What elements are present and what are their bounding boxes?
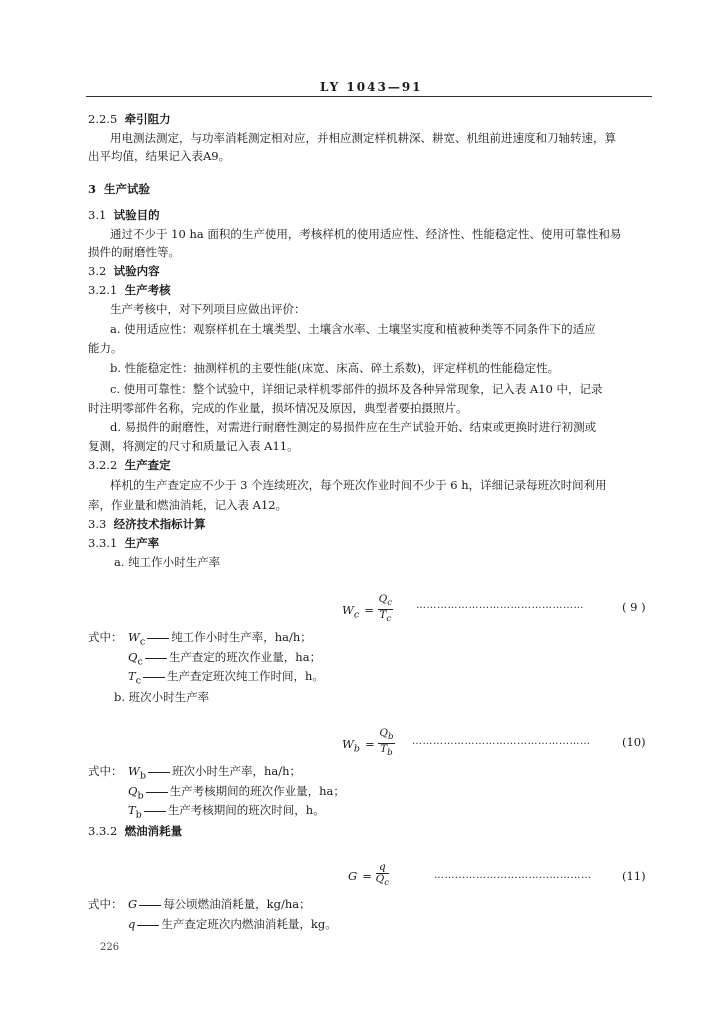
where-label: 式中： — [88, 897, 123, 911]
heading-3-2-1 — [88, 281, 171, 299]
equation-9: $W_c$ = $\frac{Q_c}{T_c}$ — [342, 593, 393, 625]
heading-3 — [88, 180, 150, 198]
definition-item: q 生产查定班次内燃油消耗量，kg。 — [128, 917, 337, 931]
header-rule — [86, 96, 652, 97]
equation-11: G = $\frac{q}{Q_c}$ — [348, 861, 390, 889]
section-title: 燃油消耗量 — [124, 824, 183, 838]
list-item-c-cont: 时注明零部件名称，完成的作业量，损坏情况及原因，典型者要拍摄照片。 — [88, 401, 468, 415]
section-title: 牵引阻力 — [124, 112, 171, 126]
heading-3-3-2 — [88, 822, 182, 840]
list-item-b: b. 性能稳定性：抽测样机的主要性能(床宽、床高、碎土系数)，评定样机的性能稳定性。 — [110, 361, 560, 375]
definition-item: $Q_b$ 生产考核期间的班次作业量，ha； — [128, 784, 345, 802]
section-title: 试验目的 — [113, 208, 160, 222]
equation-number: (11) — [622, 869, 646, 883]
section-number: 3.2.1 — [88, 283, 118, 297]
definition-item: G 每公顷燃油消耗量，kg/ha； — [128, 897, 311, 911]
section-number: 3.3.1 — [88, 536, 118, 550]
eq-fraction: $\frac{Q_c}{T_c}$ — [378, 593, 393, 625]
section-number: 3.2 — [88, 264, 107, 278]
where-label: 式中： — [88, 764, 123, 778]
equation-number: (10) — [622, 735, 646, 749]
equation-10: $W_b$ = $\frac{Q_b}{T_b}$ — [342, 727, 394, 759]
section-title: 生产率 — [124, 536, 160, 550]
section-number: 2.2.5 — [88, 112, 118, 126]
section-number: 3.3.2 — [88, 824, 118, 838]
heading-3-3-1 — [88, 534, 159, 552]
definition-item: $W_c$ 纯工作小时生产率，ha/h； — [128, 630, 312, 648]
list-item-d: d. 易损件的耐磨性，对需进行耐磨性测定的易损件应在生产试验开始、结束或更换时进行初测或 — [110, 420, 597, 434]
eq-lhs: G — [348, 869, 358, 884]
list-item-a: a. 使用适应性：观察样机在土壤类型、土壤含水率、土壤坚实度和植被种类等不同条件下的适应 — [110, 322, 596, 336]
paragraph-line: 损件的耐磨性等。 — [88, 245, 180, 259]
list-item-d-cont: 复测，将测定的尺寸和质量记入表 A11。 — [88, 439, 299, 453]
paragraph-line: 出平均值，结果记入表A9。 — [88, 149, 231, 163]
standard-code: LY 1043—91 — [320, 80, 423, 94]
paragraph-line: 样机的生产查定应不少于 3 个连续班次，每个班次作业时间不少于 6 h，详细记录每班次时间利用 — [110, 478, 607, 492]
section-number: 3.3 — [88, 517, 107, 531]
page-number: 226 — [100, 942, 120, 953]
paragraph-line: 用电测法测定，与功率消耗测定相对应，并相应测定样机耕深、耕宽、机组前进速度和刀轴转速，算 — [110, 131, 616, 145]
section-number: 3 — [88, 182, 97, 196]
heading-3-2 — [88, 262, 160, 280]
equation-leader: ……………………………………… — [434, 870, 592, 881]
list-item-c: c. 使用可靠性：整个试验中，详细记录样机零部件的损坏及各种异常现象，记入表 A10 中，记录 — [110, 382, 603, 396]
section-number: 3.1 — [88, 208, 107, 222]
subitem-b: b. 班次小时生产率 — [114, 690, 210, 704]
definition-item: $T_b$ 生产考核期间的班次时间，h。 — [128, 803, 325, 821]
paragraph-line: 生产考核中，对下列项目应做出评价： — [110, 302, 306, 316]
eq-lhs: $W_b$ — [342, 737, 360, 755]
definition-item: $W_b$ 班次小时生产率，ha/h； — [128, 764, 302, 782]
section-title: 经济技术指标计算 — [113, 517, 206, 531]
eq-fraction: $\frac{q}{Q_c}$ — [375, 861, 390, 889]
eq-lhs: $W_c$ — [342, 603, 360, 621]
equation-number: ( 9 ) — [622, 600, 646, 614]
eq-fraction: $\frac{Q_b}{T_b}$ — [379, 727, 394, 759]
section-title: 生产考核 — [124, 283, 171, 297]
where-label: 式中： — [88, 630, 123, 644]
section-number: 3.2.2 — [88, 458, 118, 472]
definition-item: $T_c$ 生产查定班次纯工作时间，h。 — [128, 669, 324, 687]
equation-leader: ………………………………………… — [416, 600, 584, 611]
section-title: 试验内容 — [113, 264, 160, 278]
heading-3-1 — [88, 206, 160, 224]
paragraph-line: 率，作业量和燃油消耗，记入表 A12。 — [88, 498, 288, 512]
equation-leader: …………………………………………… — [412, 736, 591, 747]
heading-2-2-5 — [88, 110, 171, 128]
heading-3-2-2 — [88, 456, 171, 474]
heading-3-3 — [88, 515, 206, 533]
paragraph-line: 通过不少于 10 ha 面积的生产使用，考核样机的使用适应性、经济性、性能稳定性、使用可靠性和易 — [110, 227, 622, 241]
definition-item: $Q_c$ 生产查定的班次作业量，ha； — [128, 650, 322, 668]
section-title: 生产试验 — [104, 182, 151, 196]
list-item-a-cont: 能力。 — [88, 341, 123, 355]
section-title: 生产查定 — [124, 458, 171, 472]
subitem-a: a. 纯工作小时生产率 — [114, 555, 221, 569]
